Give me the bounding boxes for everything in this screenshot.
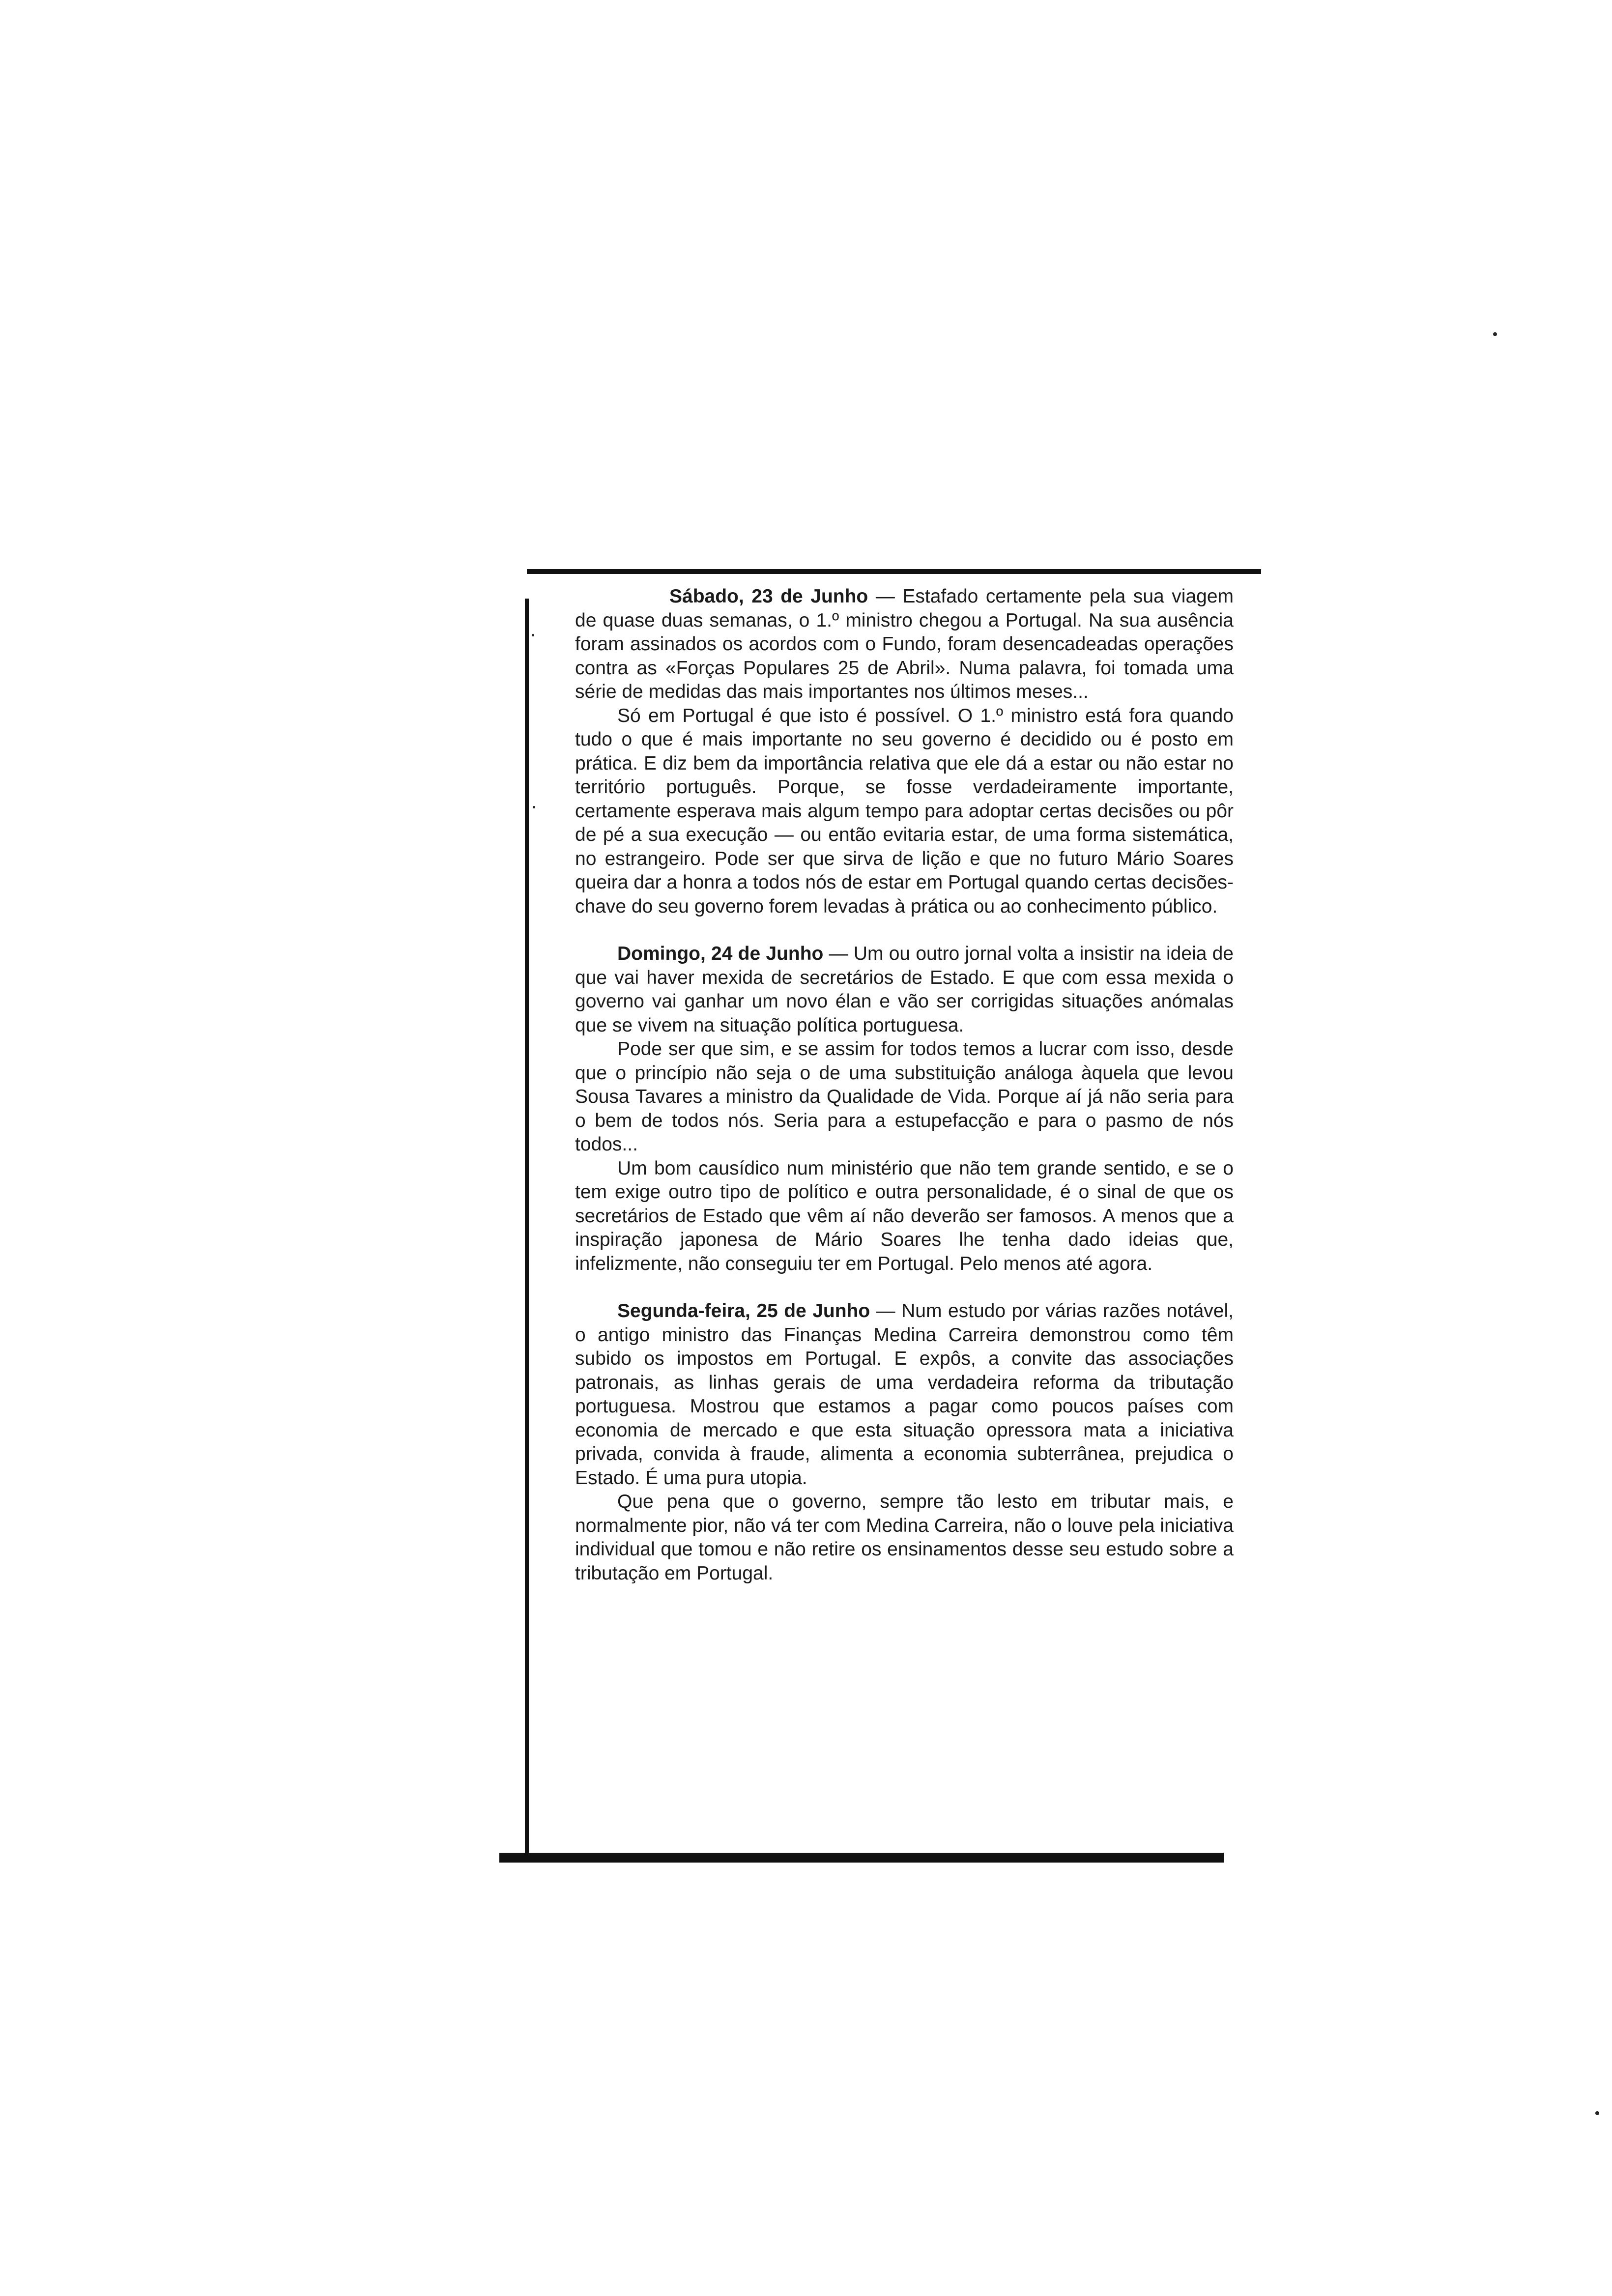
entry-date: Domingo, 24 de Junho (617, 943, 824, 964)
entry-text: Num estudo por várias razões notável, o antigo ministro das Finanças Medina Carreira demonstrou como têm subido os impostos em Portugal. E expôs, a convite das associações patronais, as linhas gerais de uma verdadeira reforma da tributação portuguesa. Mostrou que estamos a pagar como poucos países com economia de mercado e que esta situação opressora mata a iniciativa privada, convida à fraude, alimenta a economia subterrânea, prejudica o Estado. É uma pura utopia. (575, 1300, 1234, 1489)
scan-speck (533, 806, 535, 808)
entry-date: Segunda-feira, 25 de Junho (617, 1300, 870, 1321)
diary-column (575, 585, 1234, 1585)
scan-speck (1493, 332, 1497, 336)
entry-paragraph: Domingo, 24 de Junho — Um ou outro jornal volta a insistir na ideia de que vai haver mexida de secretários de Estado. E que com essa mexida o governo vai ganhar um novo élan e vão ser corrigidas situações anómalas que se vivem na situação política portuguesa. (575, 943, 1234, 1036)
entry-text: Estafado certamente pela sua viagem de quase duas semanas, o 1.º ministro chegou a Portugal. Na sua ausência foram assinados os acordos com o Fundo, foram desencadeadas operações contra as «Forças Populares 25 de Abril». Numa palavra, foi tomada uma série de medidas das mais importantes nos últimos meses... (575, 586, 1234, 702)
diary-entry (575, 942, 1234, 1276)
entry-text: Um ou outro jornal volta a insistir na ideia de que vai haver mexida de secretários de Estado. E que com essa mexida o governo vai ganhar um novo élan e vão ser corrigidas situações anómalas que se vivem na situação política portuguesa. (575, 943, 1234, 1036)
entry-paragraph: Um bom causídico num ministério que não tem grande sentido, e se o tem exige outro tipo de político e outra personalidade, é o sinal de que os secretários de Estado que vêm aí não deverão ser famosos. A menos que a inspiração japonesa de Mário Soares lhe tenha dado ideias que, infelizmente, não conseguiu ter em Portugal. Pelo menos até agora. (575, 1157, 1234, 1274)
entry-paragraph: Que pena que o governo, sempre tão lesto em tributar mais, e normalmente pior, não vá ter com Medina Carreira, não o louve pela iniciativa individual que tomou e não retire os ensinamentos desse seu estudo sobre a tributação em Portugal. (575, 1491, 1234, 1584)
entry-paragraph: Pode ser que sim, e se assim for todos temos a lucrar com isso, desde que o princípio não seja o de uma substituição análoga àquela que levou Sousa Tavares a ministro da Qualidade de Vida. Porque aí já não seria para o bem de todos nós. Seria para a estupefacção e para o pasmo de nós todos... (575, 1038, 1234, 1155)
scan-speck (1595, 2111, 1599, 2115)
left-rule (525, 599, 529, 1862)
entry-paragraph: Sábado, 23 de Junho — Estafado certamente pela sua viagem de quase duas semanas, o 1.º ministro chegou a Portugal. Na sua ausência foram assinados os acordos com o Fundo, foram desencadeadas operações contra as «Forças Populares 25 de Abril». Numa palavra, foi tomada uma série de medidas das mais importantes nos últimos meses... (575, 586, 1234, 702)
scan-speck (532, 634, 534, 636)
bottom-rule (499, 1853, 1224, 1863)
diary-entry (575, 585, 1234, 918)
entry-date: Sábado, 23 de Junho (669, 586, 868, 607)
diary-entry (575, 1299, 1234, 1585)
entry-paragraph: Só em Portugal é que isto é possível. O 1.º ministro está fora quando tudo o que é mais importante no seu governo é decidido ou é posto em prática. E diz bem da importância relativa que ele dá a estar ou não estar no território português. Porque, se fosse verdadeiramente importante, certamente esperava mais algum tempo para adoptar certas decisões ou pôr de pé a sua execução — ou então evitaria estar, de uma forma sistemática, no estrangeiro. Pode ser que sirva de lição e que no futuro Mário Soares queira dar a honra a todos nós de estar em Portugal quando certas decisões-chave do seu governo forem levadas à prática ou ao conhecimento público. (575, 705, 1234, 917)
entry-paragraph: Segunda-feira, 25 de Junho — Num estudo por várias razões notável, o antigo ministro das Finanças Medina Carreira demonstrou como têm subido os impostos em Portugal. E expôs, a convite das associações patronais, as linhas gerais de uma verdadeira reforma da tributação portuguesa. Mostrou que estamos a pagar como poucos países com economia de mercado e que esta situação opressora mata a iniciativa privada, convida à fraude, alimenta a economia subterrânea, prejudica o Estado. É uma pura utopia. (575, 1300, 1234, 1489)
top-rule (527, 569, 1261, 574)
